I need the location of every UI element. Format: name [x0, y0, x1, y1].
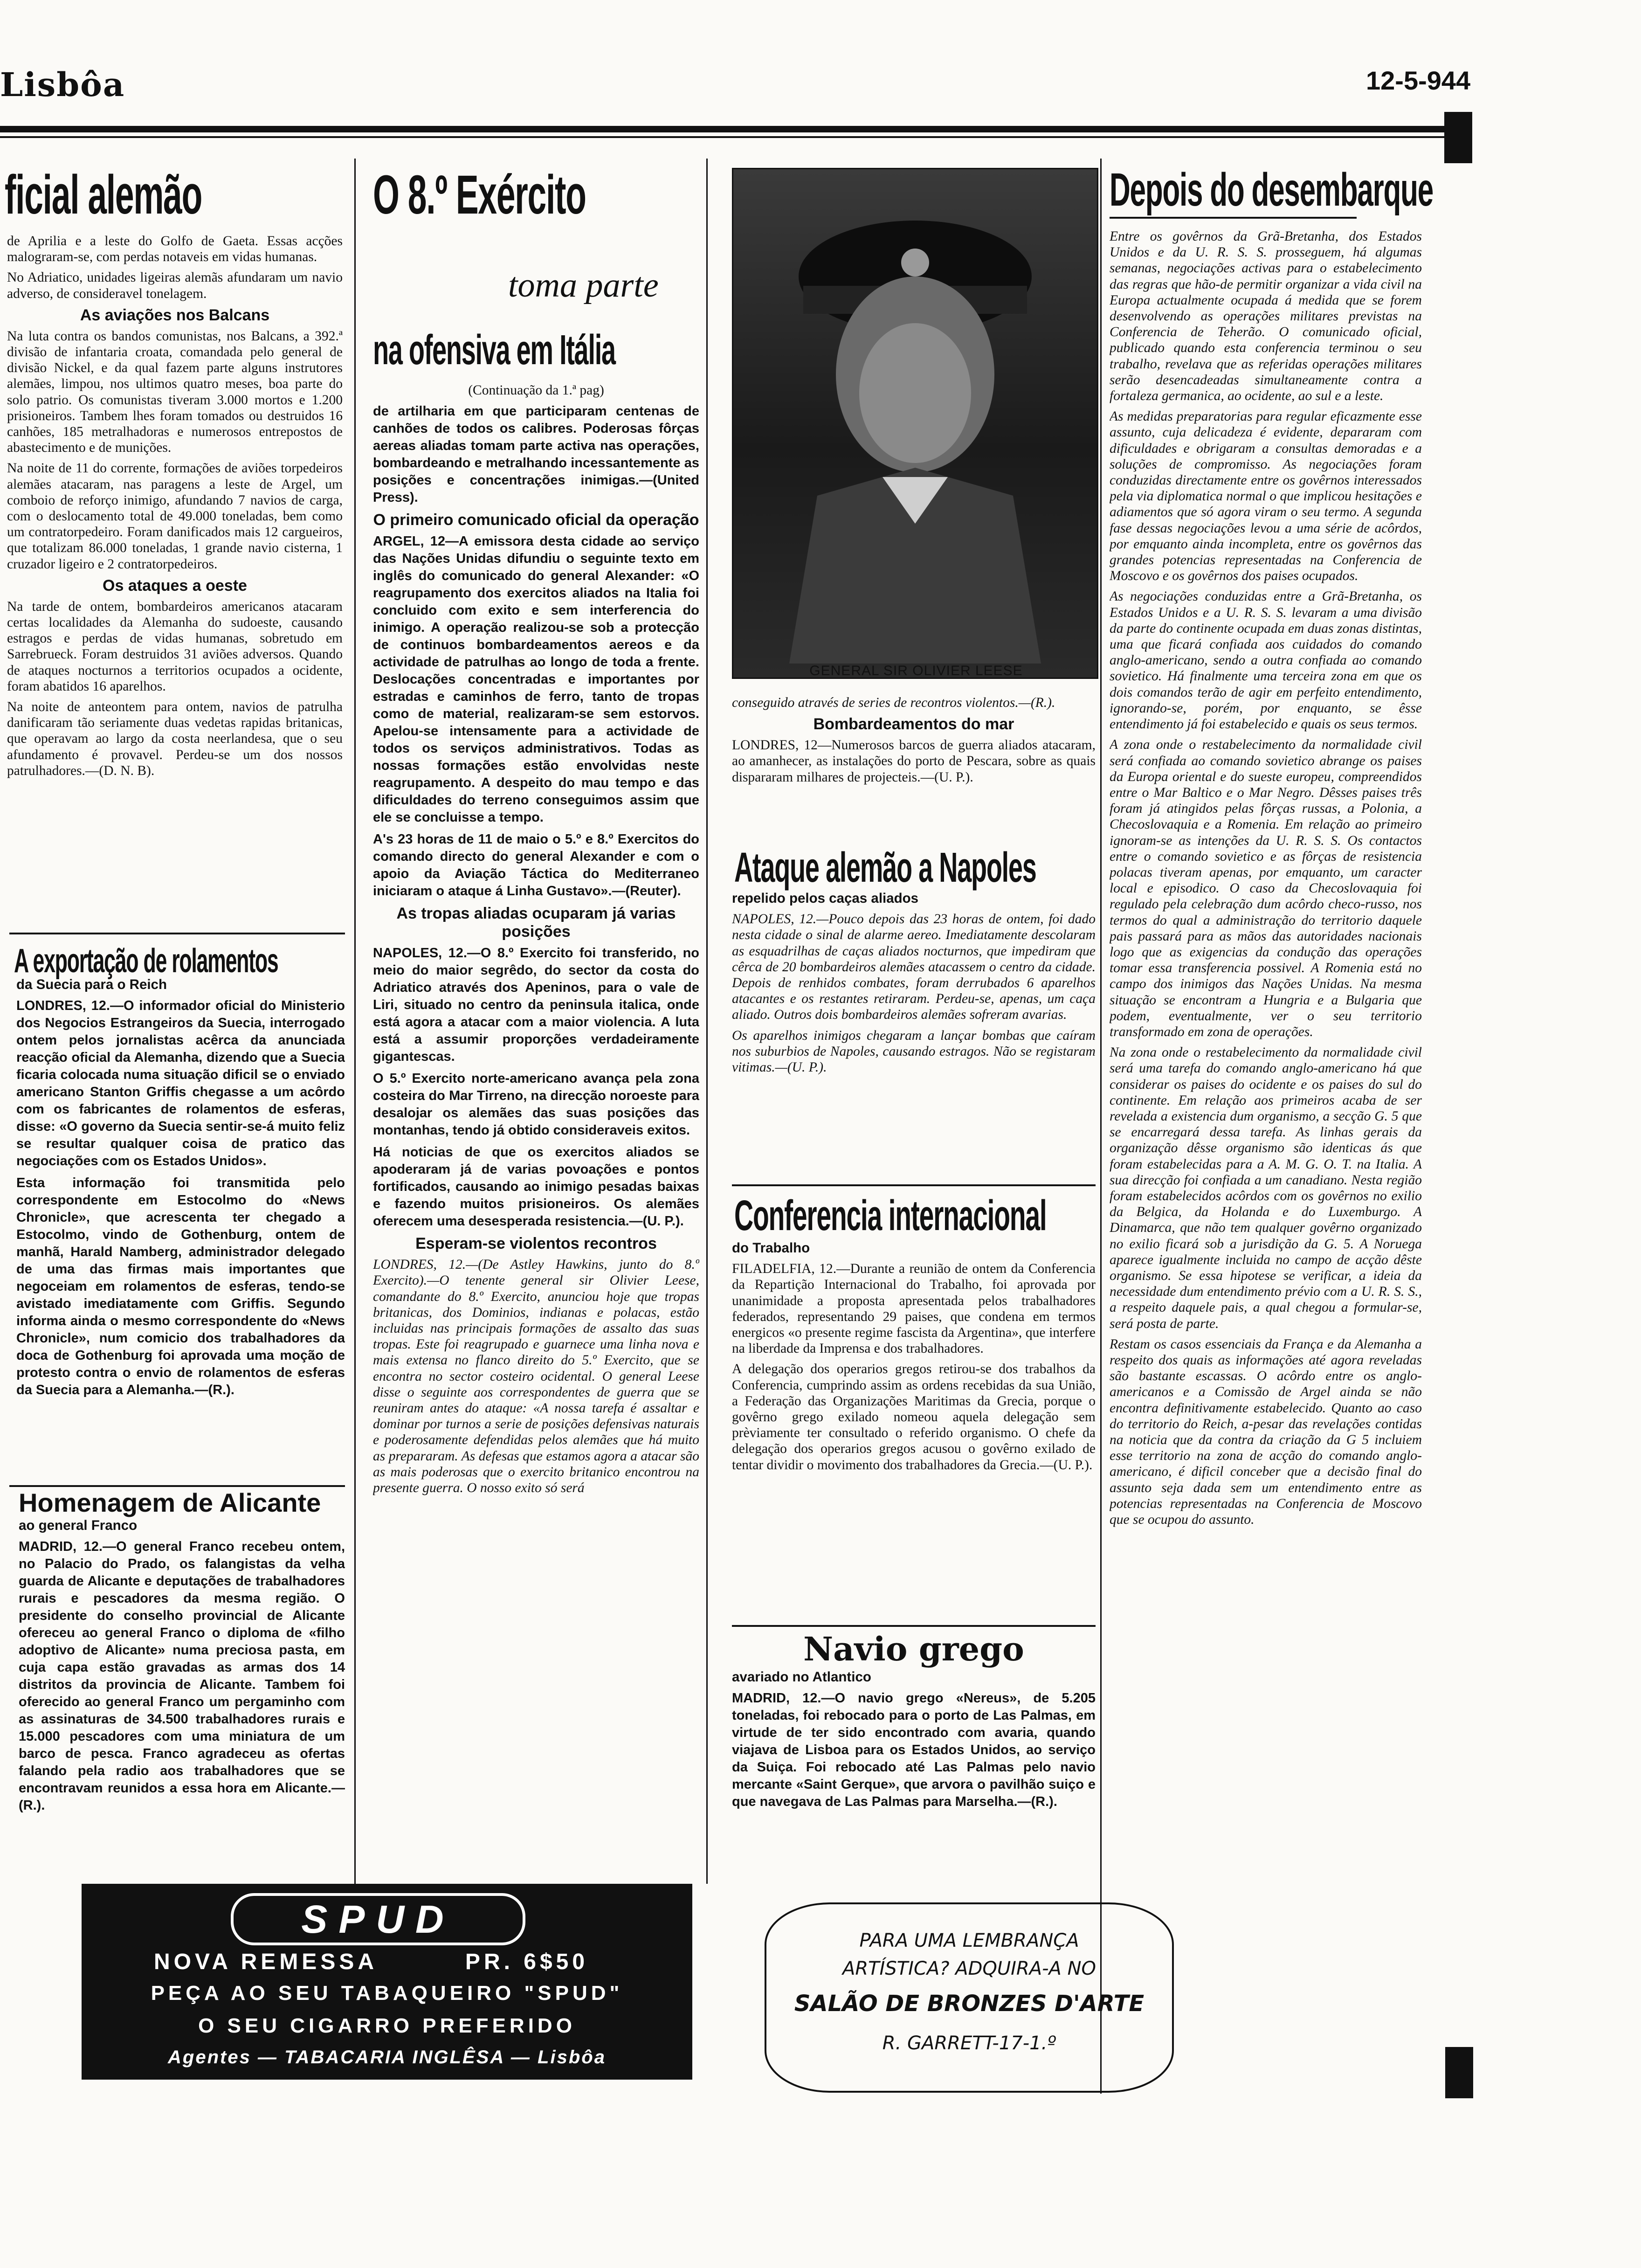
ad-bronzes	[765, 1902, 1174, 2093]
masthead-city: Lisbôa	[0, 65, 125, 104]
col3-rule-2	[732, 1625, 1096, 1627]
col3-p3-2: A delegação dos operarios gregos retirou-se dos trabalhos da Conferencia, cumprindo assim as ordens recebidas da sua União, a Federação das Organizações Maritimas da Grecia, porque o govêrno grego exilado nomeou aquela delegação sem prèviamente ter consultado o referido organismo. O chefe da delegação dos operarios gregos acusou o govêrno exilado de tentar dividir o movimento dos trabalhadores da Grecia.—(U. P.).	[732, 1362, 1096, 1473]
col2-sub2: As tropas aliadas ocuparam já varias posições	[396, 905, 676, 941]
col2-sub3: Esperam-se violentos recontros	[415, 1235, 657, 1253]
col4-headline: Depois do desembarque	[1110, 164, 1434, 216]
margin-block-bottom	[1445, 2047, 1473, 2098]
col4-p2: As medidas preparatorias para regular eficazmente esse assunto, cuja delicadeza é evidente, depararam com dificuldades e obrigaram a consultas demoradas e a soluções de compromisso. As negociações foram conduzidas directamente entre os govêrnos interessados pela via diplomatica normal o que implicou hesitações e adiamentos que só agora viram o seu termo. A segunda fase dessas negociações levou a uma série de acôrdos, por emquanto ainda incompleta, entre os govêrnos das grandes potencias representadas na Conferencia de Moscovo e os govêrnos dos paises ocupados.	[1110, 409, 1422, 584]
col3-p0: conseguido através de series de recontros violentos.—(R.).	[732, 695, 1055, 710]
col3-sub1: Bombardeamentos do mar	[813, 715, 1014, 733]
portrait-image	[733, 169, 1097, 664]
col3-headline: Ataque alemão a Napoles	[734, 844, 1036, 891]
col4-p5: Na zona onde o restabelecimento da normalidade civil será uma tarefa do comando anglo-americano há que considerar os paises do ocidente e os paises do sul do continente. Em relação aos primeiros acaba de ser revelada a existencia dum organismo, a secção G. 5 que se encarregará dessa tarefa. As linhas gerais da organização dêsse organismo são identicas ás que foram estabelecidas para a A. M. G. O. T. na Italia. A sua direcção foi confiada a um canadiano. Nesta região foram estabelecidos acôrdos com os govêrnos no exilio da Belgica, da Holanda e do Luxemburgo. A Dinamarca, que não tem qualquer govêrno organizado no exilio ficará sob a jurisdição da G. 5. A Noruega aparece igualmente incluida no campo de acção dêste organismo. Se essa hipotese se verificar, a ideia da necessidade dum entendimento prévio com a U. R. S. S., a respeito daquele pais, a qual chegou a formular-se, será posta de parte.	[1110, 1045, 1422, 1331]
photo-caption: GENERAL SIR OLIVIER LEESE	[809, 663, 1023, 678]
col1-rule-2	[9, 1485, 345, 1487]
col1c-article	[19, 1518, 345, 1872]
col2-continuation: (Continuação da 1.ª pag)	[468, 383, 604, 398]
col3-article-2	[732, 891, 1096, 1184]
col2-p1-1: ARGEL, 12—A emissora desta cidade ao serviço das Nações Unidas difundiu o seguinte texto em inglês do comunicado do general Alexander: «O reagrupamento dos exercitos aliados na Italia foi concluido com exito e sem interferencia do inimigo. A operação realizou-se sob a protecção de continuos bombardeamentos aereos e da actividade de patrulhas ao longo de toda a frente. Deslocações concentradas e importantes por estradas e caminhos de ferro, tanto de tropas como de material, realizaram-se sem estorvos. Apelou-se intensamente para a actividade de todos os serviços administrativos. Todas as nossas formações estão envolvidas neste reagrupamento. A despeito do mau tempo e das dificuldades do terreno conseguimos assim que ele se concluisse a tempo.	[373, 534, 699, 825]
col2-headline: O 8.º Exército	[373, 164, 586, 226]
col2-p3: LONDRES, 12.—(De Astley Hawkins, junto do 8.º Exercito).—O tenente general sir Olivier Leese, comandante do 8.º Exercito, anunciou hoje que tropas britanicas, dos Dominios, indianas e polacas, estão incluidas nas principais formações de assalto das suas tropas. Este foi reagrupado e guarnece uma linha nova e mais extensa no flanco direito do 5.º Exercito, que se encontra no sector costeiro ocidental. O general Leese disse o seguinte aos correspondentes de guerra que se reuniram antes do ataque: «A nossa tarefa é assaltar e dominar por turnos a serie de posições defensivas naturais e poderosamente defendidas pelos alemães que há muito as prepararam. As defesas que estamos agora a atacar são as mais poderosas que o exercito britanico encontrou na presente guerra. O nosso exito só será	[373, 1257, 699, 1496]
col2-p1-2: A's 23 horas de 11 de maio o 5.º e 8.º Exercitos do comando directo do general Alexander e com o apoio da Aviação Táctica do Mediterraneo iniciaram o ataque á Linha Gustavo».—(Reuter).	[373, 832, 699, 899]
col1b-p1: LONDRES, 12.—O informador oficial do Ministerio dos Negocios Estrangeiros da Suecia, interrogado ontem pelos jornalistas acêrca da anunciada reacção oficial da Alemanha, dizendo que a Suecia ficaria colocada numa situação dificil se o enviado americano Stanton Griffis chegasse a um acôrdo com os fabricantes de rolamentos de esferas, disse: «O governo da Suecia sentir-se-á muito feliz se resultar qualquer coisa de pratico das negociações com os Estados Unidos».	[16, 998, 345, 1169]
top-rule	[0, 126, 1464, 132]
col1-rule-1	[9, 933, 345, 934]
col1b-headline: A exportação de rolamentos	[14, 942, 278, 980]
column-divider-3	[1100, 159, 1102, 2094]
col1-p2-2: Na noite de anteontem para ontem, navios de patrulha danificaram tão seriamente duas vedetas rapidas britanicas, que operavam ao largo da costa neerlandesa, que o seu afundamento é provavel. Perdeu-se um dos nossos patrulhadores.—(D. N. B).	[7, 699, 343, 778]
col1c-p1: MADRID, 12.—O general Franco recebeu ontem, no Palacio do Prado, os falangistas da velha guarda de Alicante e deputações de trabalhadores rurais e pescadores da mesma região. O presidente do conselho provincial de Alicante ofereceu ao general Franco o diploma de «filho adoptivo de Alicante» numa preciosa pasta, em cuja capa estão gravadas as armas dos 14 distritos da provincia de Alicante. Tambem foi oferecido ao general Franco um pergaminho com as assinaturas de 34.500 trabalhadores rurais e 15.000 pescadores com uma miniatura de um barco de pesca. Franco agradeceu as ofertas falando pela radio aos trabalhadores que se encontravam reunidos a essa hora em Alicante.—(R.).	[19, 1539, 345, 1813]
col3-sub4: avariado no Atlantico	[732, 1669, 871, 1685]
col2-p2-3: Há noticias de que os exercitos aliados se apoderaram já de varias povoações e pontos fortificados, causando ao inimigo pesadas baixas e fazendo muitos prisioneiros. Os alemães oferecem uma desesperada resistencia.—(U. P.).	[373, 1145, 699, 1229]
col3-p4: MADRID, 12.—O navio grego «Nereus», de 5.205 toneladas, foi rebocado para o porto de Las Palmas, em virtude de ter sido encontrado com avaria, quando viajava de Lisboa para os Estados Unidos, ao serviço da Suiça. Foi rebocado até Las Palmas pelo navio mercante «Saint Gerque», que arvora o pavilhão suiço e que navegava de Las Palmas para Marselha.—(R.).	[732, 1691, 1096, 1810]
col1-intro-1: de Aprilia e a leste do Golfo de Gaeta. Essas acções malograram-se, com perdas notaveis em vidas humanas.	[7, 234, 343, 265]
col1b-sub: da Suecia para o Reich	[16, 977, 167, 992]
col1b-article	[16, 977, 345, 1485]
col4-p6: Restam os casos essenciais da França e da Alemanha a respeito dos quais as informações até agora reveladas são bastante escassas. O acôrdo entre os anglo-americanos e a Comissão de Argel ainda se não encontra definitivamente estabelecido. Quanto ao caso do territorio do Reich, a-pesar das revelações contidas na noticia que da contra da criação da G 5 incluiem esse territorio na zona de acção do comando anglo-americano, é dificil conceber que a decisão final do assunto seja dada sem um entendimento entre as potencias representadas na Conferencia de Moscovo que se ocupou do assunto.	[1110, 1336, 1422, 1528]
col3-headline-2: Conferencia internacional	[734, 1192, 1047, 1239]
col3-article-4	[732, 1669, 1096, 1865]
col3-p1: LONDRES, 12—Numerosos barcos de guerra aliados atacaram, ao amanhecer, as instalações do porto de Pescara, sobre as quais dispararam milhares de projecteis.—(U. P.).	[732, 738, 1096, 785]
col2-headline-3: na ofensiva em Itália	[373, 327, 615, 373]
col3-article-top	[732, 695, 1096, 849]
col2-p2-1: NAPOLES, 12.—O 8.º Exercito foi transferido, no meio do maior segrêdo, do sector da costa do Adriatico através dos Apeninos, para o vale de Liri, situado no centro da peninsula italica, onde está agora a atacar com a maior violencia. A luta está a assumir proporções verdadeiramente gigantescas.	[373, 946, 699, 1065]
col1b-p2: Esta informação foi transmitida pelo correspondente em Estocolmo do «News Chronicle», que acrescenta ter chegado a Estocolmo, vindo de Gothenburg, ontem de manhã, Harald Namberg, administrador delegado de uma das firmas mais importantes que negoceiam em rolamentos de esferas, tendo-se avistado imediatamente com Griffis. Segundo informa ainda o mesmo correspondente do «News Chronicle», num comicio dos trabalhadores da doca de Gothenburg foi aprovada uma moção de protesto contra o envio de rolamentos de esferas da Suecia para a Alemanha.—(R.).	[16, 1175, 345, 1398]
ad-bronzes-line4: R. GARRETT-17-1.º	[882, 2033, 1056, 2054]
col1-p1-2: Na noite de 11 do corrente, formações de aviões torpedeiros alemães atacaram, nas paragens a leste de Argel, um comboio de reforço inimigo, afundando 7 navios de carga, com o deslocamento total de 49.000 toneladas, bem como um contratorpedeiro. Foram danificados mais 12 cargueiros, que totalizam 86.000 toneladas, 1 grande navio cisterna, 1 cruzador ligeiro e 2 contratorpedeiros.	[7, 461, 343, 572]
col2-p2-2: O 5.º Exercito norte-americano avança pela zona costeira do Mar Tirreno, na direcção noroeste para desalojar os alemães das suas posições das montanhas, tendo já obtido consideraveis exitos.	[373, 1071, 699, 1138]
col3-rule-1	[732, 1184, 1096, 1186]
col4-article	[1110, 228, 1422, 2084]
col3-p3-1: FILADELFIA, 12.—Durante a reunião de ontem da Conferencia da Repartição Internacional do Trabalho, foi aprovada por unanimidade a proposta apresentada pelos trabalhadores federados, representando 29 paises, que condena em termos energicos «o presente regime fascista da Argentina», que interfere na liberdade da Imprensa e dos trabalhadores.	[732, 1261, 1096, 1356]
col1-article	[7, 233, 343, 933]
ad-bronzes-line1: PARA UMA LEMBRANÇA	[859, 1930, 1079, 1951]
ad-bronzes-line2: ARTÍSTICA? ADQUIRA-A NO	[842, 1958, 1096, 1979]
col1-p1-1: Na luta contra os bandos comunistas, nos Balcans, a 392.ª divisão de infantaria croata, comandada pelo general de divisão Nickel, e da qual fazem parte alguns instrutores alemães, limpou, nos ultimos quatro meses, boa parte do solo patrio. Os comunistas tiveram 3.000 mortos e 1.200 prisioneiros. Tambem lhes foram tomados ou destruidos 16 canhões, 185 metralhadoras e numerosos entrepostos de abastecimento e de munições.	[7, 328, 343, 456]
column-divider-2	[706, 159, 708, 1884]
col1-p2-1: Na tarde de ontem, bombardeiros americanos atacaram certas localidades da Alemanha do sudoeste, causando estragos e perdas de vidas humanas, sobretudo em Sarrebrueck. Foram destruidos 31 aviões adversos. Quando de ataques nocturnos a territorios ocupados a ocidente, foram abatidos 16 aparelhos.	[7, 599, 343, 694]
ad-spud	[82, 1884, 692, 2080]
col3-headline-3: Navio grego	[803, 1630, 1024, 1668]
photo-general-leese	[732, 168, 1098, 679]
col1-headline: ficial alemão	[5, 164, 202, 226]
col3-sub2: repelido pelos caças aliados	[732, 891, 919, 906]
col3-p2-2: Os aparelhos inimigos chegaram a lançar bombas que caíram nos suburbios de Napoles, causando estragos. Não se registaram vitimas.—(U. P.).	[732, 1028, 1096, 1075]
ad-spud-line1: NOVA REMESSA	[153, 1950, 378, 1974]
ad-bronzes-line3: SALÃO DE BRONZES D'ARTE	[794, 1991, 1145, 2017]
ad-spud-line2: PEÇA AO SEU TABAQUEIRO "SPUD"	[151, 1982, 623, 2005]
margin-block-top	[1444, 112, 1472, 163]
col1-sub2: Os ataques a oeste	[103, 576, 247, 595]
col1c-headline: Homenagem de Alicante	[19, 1488, 321, 1517]
ad-spud-price: PR. 6$50	[465, 1950, 589, 1974]
col4-p1: Entre os govêrnos da Grã-Bretanha, dos Estados Unidos e da U. R. S. S. prosseguem, há algumas semanas, negociações activas para o estabelecimento das regras que hão-de permitir organizar a vida civil na Europa actualmente ocupada á medida que se forem desenvolvendo as operações militares previstas na Conferencia de Teherão. O comunicado oficial, publicado quando esta conferencia terminou o seu trabalho, revelava que as referidas operações militares serão desencadeadas simultaneamente contra a fortaleza germanica, ao ocidente, ao sul e a leste.	[1110, 229, 1422, 404]
col4-headline-underline	[1110, 217, 1357, 219]
col1c-sub: ao general Franco	[19, 1518, 138, 1533]
col3-sub3: do Trabalho	[732, 1240, 810, 1256]
ad-spud-line3: O SEU CIGARRO PREFERIDO	[198, 2014, 576, 2037]
col2-article	[373, 382, 699, 1860]
masthead-date: 12-5-944	[1366, 66, 1471, 95]
col2-headline-2: toma parte	[508, 266, 659, 304]
col3-p2-1: NAPOLES, 12.—Pouco depois das 23 horas de ontem, foi dado nesta cidade o sinal de alarme aereo. Imediatamente descolaram as esquadrilhas de caças aliados nocturnos, que impediram que cêrca de 20 bombardeiros alemães atacassem o centro da cidade. Depois de renhidos combates, foram derrubados 6 aparelhos atacantes e os restantes retiraram. Perdeu-se, apenas, um caça aliado. Outros dois bombardeiros alemães sofreram avarias.	[732, 912, 1096, 1023]
ad-spud-line4: Agentes — TABACARIA INGLÊSA — Lisbôa	[168, 2047, 606, 2067]
col1-sub1: As aviações nos Balcans	[80, 306, 270, 324]
col4-p4: A zona onde o restabelecimento da normalidade civil será confiada ao comando sovietico abrange os paises da Europa oriental e do sueste europeu, compreendidos entre o Mar Baltico e o Mar Negro. Dêsses paises três foram já atingidos pelas fôrças russas, a Polonia, a Checoslovaquia e a Romenia. Em relação ao primeiro ignoram-se as intenções da U. R. S. S. Os contactos entre o comando sovietico e as fôrças de resistencia polacas tiveram apenas, por emquanto, um caracter local e episodico. O caso da Checoslovaquia foi regulado pela celebração dum acôrdo checo-russo, nos termos do qual a administração do territorio daquele pais passará para as mãos das autoridades nacionais logo que as exigencias da condução das operações tomar essa transferencia possivel. A Romenia está no campo dos inimigos das Nações Unidas. Na mesma situação se encontram a Hungria e a Bulgaria que podem, eventualmente, ver o seu territorio transformado em zona de operações.	[1110, 737, 1422, 1039]
col3-article-3	[732, 1240, 1096, 1623]
ad-spud-logo: SPUD	[231, 1893, 525, 1945]
column-divider-1	[354, 159, 356, 1884]
col2-sub1: O primeiro comunicado oficial da operação	[373, 511, 699, 529]
top-rule-thin	[0, 136, 1464, 138]
col1-intro-2: No Adriatico, unidades ligeiras alemãs afundaram um navio adverso, de consideravel tonelagem.	[7, 270, 343, 301]
col4-p3: As negociações conduzidas entre a Grã-Bretanha, os Estados Unidos e a U. R. S. S. levaram a uma divisão da parte do continente ocupada em duas zonas distintas, uma que ficará confiada aos cuidados do comando anglo-americano, sendo a outra confiada ao comando sovietico. Há finalmente uma terceira zona em que os dois comandos terão de agir em perfeito entendimento, ignorando-se, porém, por enquanto, se êsse entendimento já foi estabelecido e quais os seus termos.	[1110, 589, 1422, 732]
col2-p0: de artilharia em que participaram centenas de canhões de todos os calibres. Poderosas fôrças aereas aliadas tomam parte activa nas operações, bombardeando e metralhando incessantemente as posições e concentrações inimigas.—(United Press).	[373, 404, 699, 505]
